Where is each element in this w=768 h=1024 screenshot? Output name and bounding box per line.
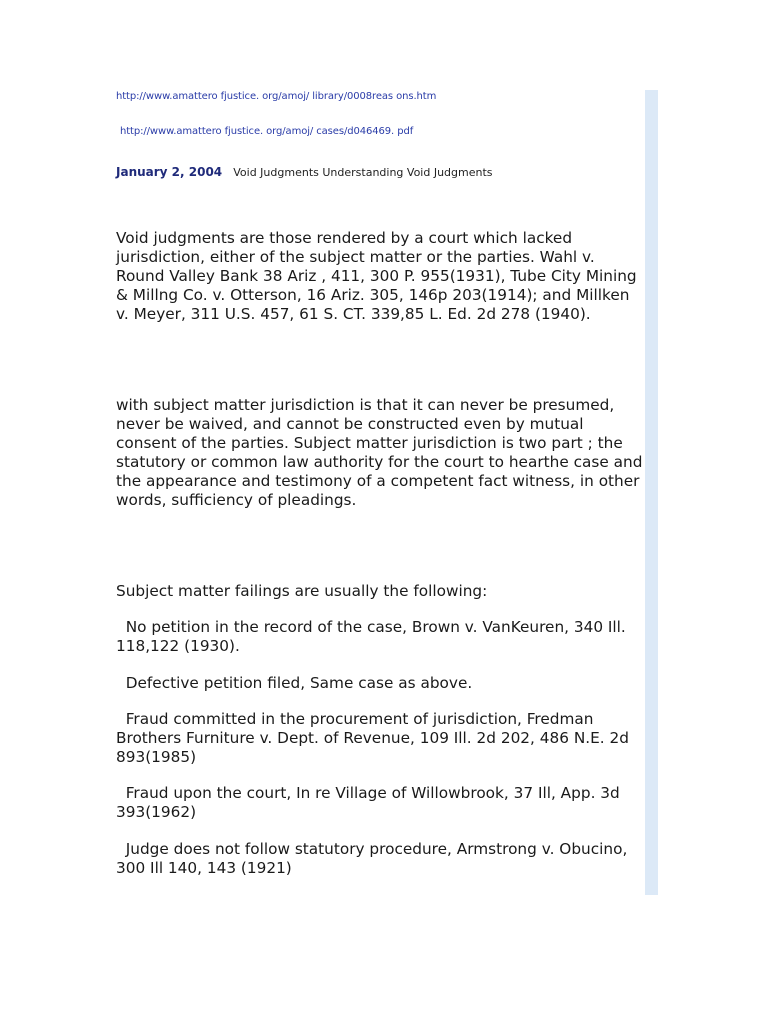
- subject-matter-paragraph: with subject matter jurisdiction is that it can never be presumed, never be waived, and cannot be constructed even by mutual consent of the parties. Subject matter jurisdiction is two part ; the statutory or common law authority for the court to hearthe case and the appearance and testimony of a competent fact witness, in other words, sufficiency of pleadings.: [116, 396, 643, 509]
- failing-item-fraud-procurement: Fraud committed in the procurement of jurisdiction, Fredman Brothers Furniture v. Dept. of Revenue, 109 Ill. 2d 202, 486 N.E. 2d 893(1985): [116, 710, 634, 766]
- vertical-scrollbar[interactable]: [645, 90, 658, 895]
- cases-pdf-link[interactable]: http://www.amattero fjustice. org/amoj/ cases/d046469. pdf: [120, 126, 414, 137]
- failing-item-no-petition: No petition in the record of the case, Brown v. VanKeuren, 340 Ill. 118,122 (1930).: [116, 618, 631, 655]
- failing-item-fraud-court: Fraud upon the court, In re Village of Willowbrook, 37 Ill, App. 3d 393(1962): [116, 784, 625, 821]
- library-link[interactable]: http://www.amattero fjustice. org/amoj/ library/0008reas ons.htm: [116, 91, 437, 102]
- void-judgments-paragraph: Void judgments are those rendered by a court which lacked jurisdiction, either of the subject matter or the parties. Wahl v. Round Valley Bank 38 Ariz , 411, 300 P. 955(1931), Tube City Mining & Millng Co. v. Otterson, 16 Ariz. 305, 146p 203(1914); and Millken v. Meyer, 311 U.S. 457, 61 S. CT. 339,85 L. Ed. 2d 278 (1940).: [116, 229, 637, 323]
- failing-item-defective-petition: Defective petition filed, Same case as above.: [116, 674, 473, 692]
- document-date: January 2, 2004: [116, 165, 223, 179]
- dateline: [116, 161, 493, 180]
- failings-intro: Subject matter failings are usually the following:: [116, 582, 488, 600]
- document-title: Void Judgments Understanding Void Judgments: [233, 166, 493, 179]
- failing-item-statutory-procedure: Judge does not follow statutory procedure, Armstrong v. Obucino, 300 Ill 140, 143 (1921): [116, 840, 633, 877]
